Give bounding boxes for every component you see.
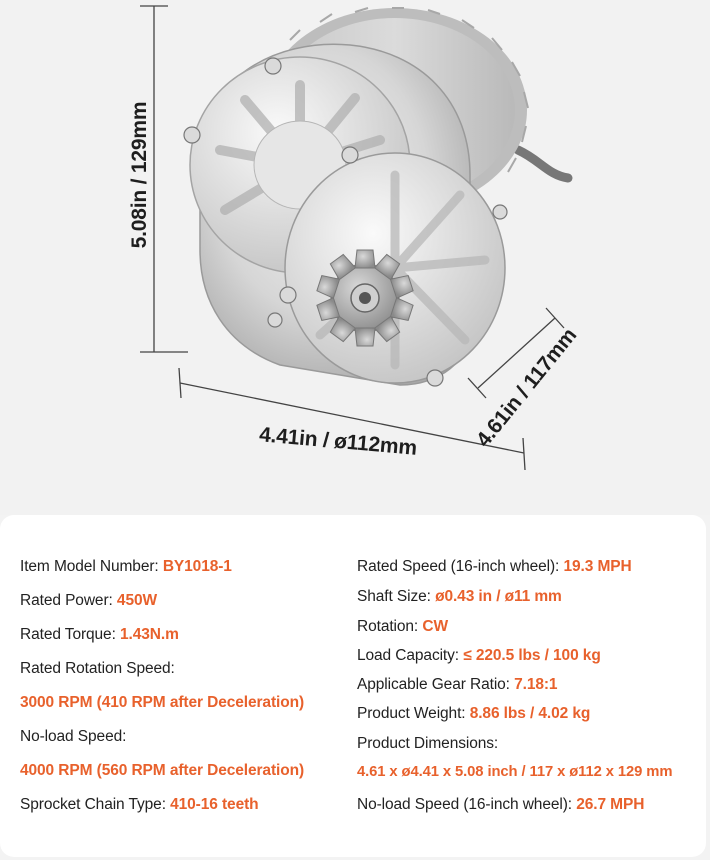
spec-rated-torque [20, 626, 179, 644]
spec-value: 4.61 x ø4.41 x 5.08 inch / 117 x ø112 x 129 mm [357, 764, 673, 780]
spec-product-dimensions [357, 735, 498, 753]
spec-value: 450W [116, 592, 158, 609]
spec-load-capacity [357, 647, 601, 665]
sprocket [316, 250, 413, 346]
height-dimension-label: 5.08in / 129mm [128, 101, 151, 249]
spec-label: Product Weight: [357, 705, 470, 722]
spec-gear-ratio [357, 676, 557, 694]
spec-label: Shaft Size: [357, 588, 436, 605]
spec-value: ≤ 220.5 lbs / 100 kg [463, 647, 601, 664]
spec-no-load-speed [20, 728, 126, 746]
spec-value: ø0.43 in / ø11 mm [435, 588, 562, 605]
spec-value: 8.86 lbs / 4.02 kg [469, 705, 591, 722]
depth-dimension-label: 4.61in / 117mm [471, 323, 582, 452]
spec-value: BY1018-1 [162, 558, 232, 575]
spec-value: 19.3 MPH [563, 558, 632, 575]
spec-value: 26.7 MPH [576, 796, 645, 813]
spec-rated-rotation-speed-value [20, 694, 304, 712]
spec-value: 410-16 teeth [170, 796, 259, 813]
spec-label: Applicable Gear Ratio: [357, 676, 515, 693]
spec-value: 3000 RPM (410 RPM after Deceleration) [20, 694, 305, 711]
spec-label: Sprocket Chain Type: [20, 796, 171, 813]
spec-model-number [20, 558, 232, 576]
spec-shaft-size [357, 588, 562, 606]
spec-rated-power [20, 592, 157, 610]
spec-label: Rated Rotation Speed: [20, 660, 175, 677]
spec-sprocket-chain-type [20, 796, 259, 814]
width-dimension-label: 4.41in / ø112mm [258, 423, 418, 460]
spec-label: Product Dimensions: [357, 735, 499, 752]
spec-rotation [357, 618, 448, 636]
spec-value: 7.18:1 [514, 676, 558, 693]
spec-value: 1.43N.m [120, 626, 179, 643]
spec-label: Load Capacity: [357, 647, 464, 664]
specifications-panel [0, 515, 706, 857]
spec-value: CW [422, 618, 448, 635]
spec-label: Rated Power: [20, 592, 117, 609]
spec-no-load-speed-16in [357, 796, 644, 814]
spec-value: 4000 RPM (560 RPM after Deceleration) [20, 762, 305, 779]
spec-label: Rotation: [357, 618, 423, 635]
spec-label: Rated Speed (16-inch wheel): [357, 558, 564, 575]
spec-label: No-load Speed: [20, 728, 127, 745]
motor-cable [518, 150, 568, 178]
spec-label: Item Model Number: [20, 558, 163, 575]
spec-label: No-load Speed (16-inch wheel): [357, 796, 577, 813]
spec-product-dimensions-value [357, 764, 672, 780]
spec-product-weight [357, 705, 590, 723]
spec-rated-speed-16in [357, 558, 632, 576]
spec-rated-rotation-speed [20, 660, 175, 678]
spec-label: Rated Torque: [20, 626, 120, 643]
spec-no-load-speed-value [20, 762, 304, 780]
